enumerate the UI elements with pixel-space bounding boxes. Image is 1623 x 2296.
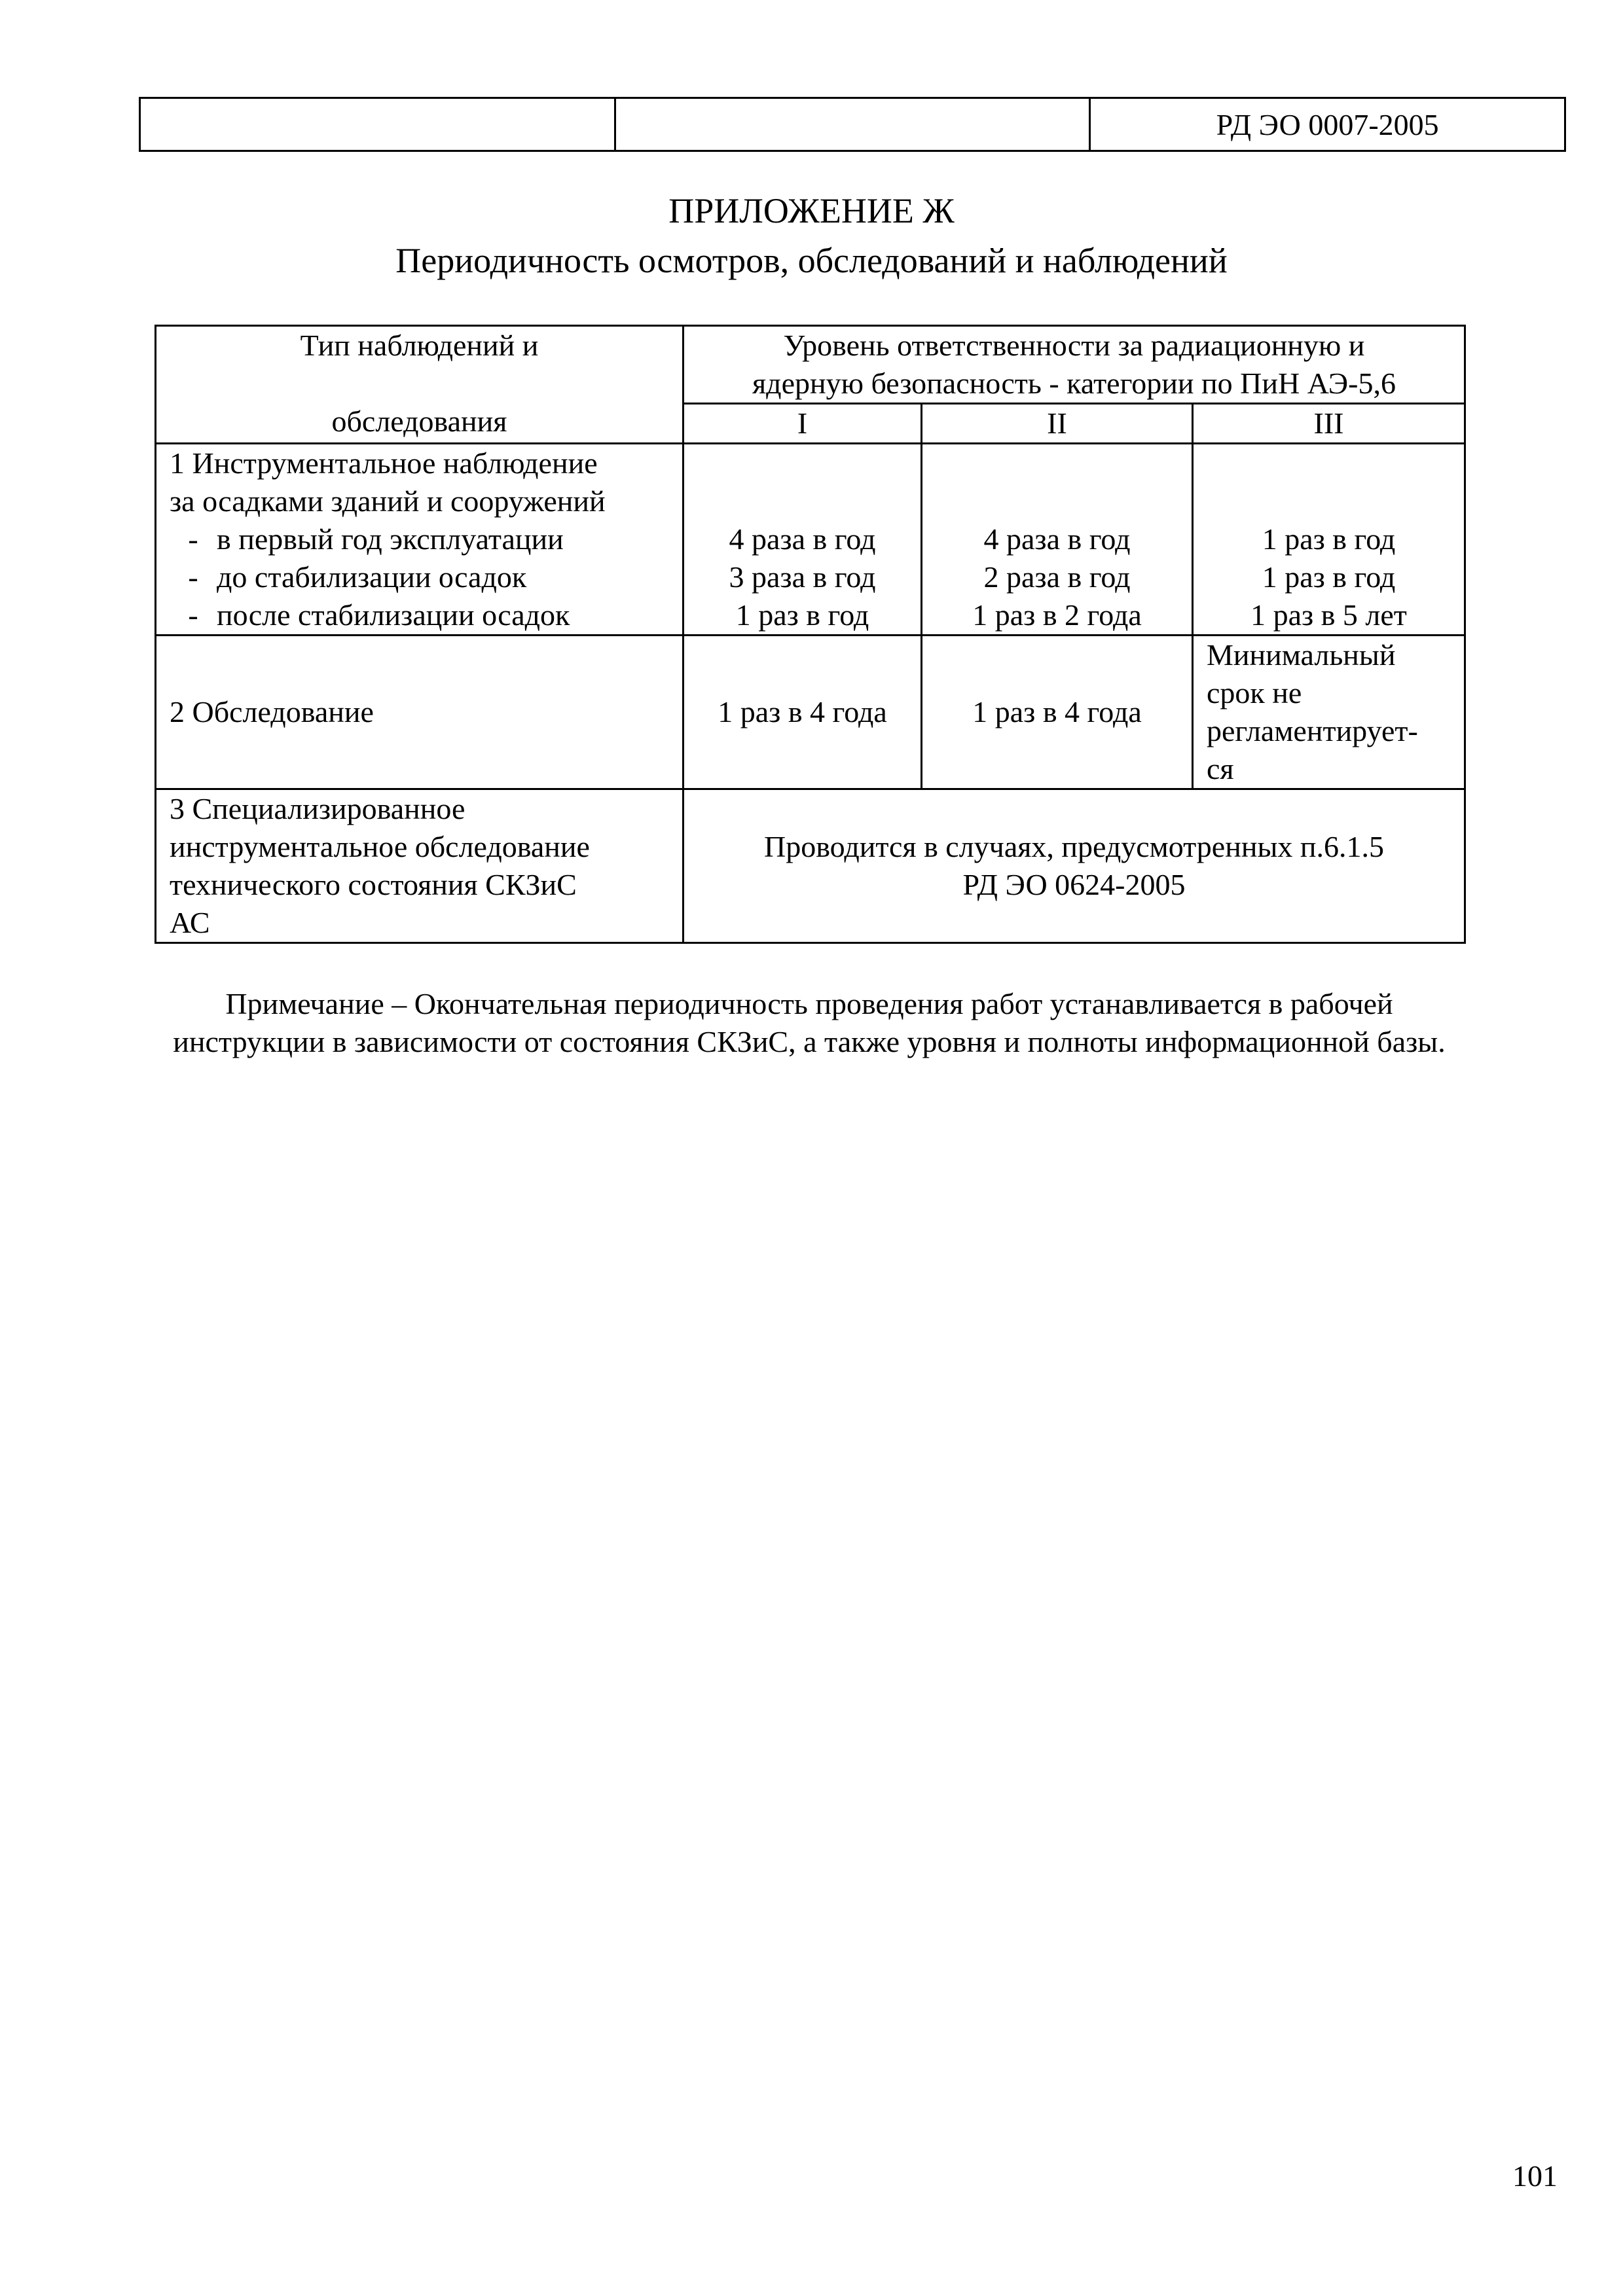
table-row (156, 444, 1465, 636)
row2-cat2-cell: 1 раз в 4 года (922, 636, 1193, 789)
row1-cat3-value3: 1 раз в 5 лет (1250, 598, 1407, 632)
row1-title-line2: за осадками зданий и сооружений (170, 484, 606, 518)
bullet-dash: - (188, 522, 198, 556)
row1-type-cell (156, 444, 684, 636)
table-header-row (156, 326, 1465, 404)
header-level-line1: Уровень ответственности за радиационную и (783, 329, 1365, 362)
row2-cat3-line3: регламентирует- (1207, 714, 1418, 747)
category-3: III (1193, 404, 1465, 444)
header-type-line2: обследования (331, 404, 507, 438)
table-row (156, 636, 1465, 789)
row1-cat3-value2: 1 раз в год (1262, 560, 1396, 594)
row2-cat3-line4: ся (1207, 752, 1234, 785)
row3-title-line4: АС (170, 906, 210, 939)
category-2: II (922, 404, 1193, 444)
row1-cat1-cell (684, 444, 922, 636)
appendix-subtitle: Периодичность осмотров, обследований и наблюдений (395, 241, 1228, 280)
row2-cat1-cell: 1 раз в 4 года (684, 636, 922, 789)
row1-cat2-value2: 2 раза в год (983, 560, 1131, 594)
row1-item-2: до стабилизации осадок (217, 560, 527, 594)
note-line1: Примечание – Окончательная периодичность проведения работ устанавливается в рабочей (225, 987, 1393, 1020)
row1-cat3-value1: 1 раз в год (1262, 522, 1396, 556)
bullet-dash: - (188, 560, 198, 594)
row2-type-cell: 2 Обследование (156, 636, 684, 789)
header-cell-empty-1 (140, 98, 615, 151)
row3-title-line1: 3 Специализированное (170, 792, 465, 825)
row3-value-line2: РД ЭО 0624-2005 (962, 868, 1186, 901)
header-type-cell (156, 326, 684, 444)
list-item (170, 596, 669, 634)
row1-item-3: после стабилизации осадок (217, 598, 570, 632)
bullet-dash: - (188, 598, 198, 632)
row1-cat2-value3: 1 раз в 2 года (972, 598, 1142, 632)
row3-value-line1: Проводится в случаях, предусмотренных п.6.1.5 (764, 830, 1384, 863)
header-level-cell (684, 326, 1465, 404)
header-type-line1: Тип наблюдений и (300, 329, 539, 362)
note-line2: инструкции в зависимости от состояния СКЗиС, а также уровня и полноты информационной базы. (173, 1025, 1446, 1058)
row1-cat3-cell (1193, 444, 1465, 636)
row2-cat3-line2: срок не (1207, 676, 1302, 709)
table-row (156, 789, 1465, 943)
document-code: РД ЭО 0007-2005 (1090, 98, 1565, 151)
list-item (170, 520, 669, 558)
row3-type-cell (156, 789, 684, 943)
note (155, 985, 1464, 1061)
list-item (170, 558, 669, 596)
row1-title-line1: 1 Инструментальное наблюдение (170, 446, 598, 480)
appendix-title: ПРИЛОЖЕНИЕ Ж (668, 191, 955, 230)
header-level-line2: ядерную безопасность - категории по ПиН АЭ-5,6 (752, 367, 1396, 400)
header-cell-empty-2 (615, 98, 1090, 151)
row3-title-line3: технического состояния СКЗиС (170, 868, 577, 901)
header-stamp-table (139, 97, 1566, 152)
row1-cat2-value1: 4 раза в год (983, 522, 1131, 556)
category-1: I (684, 404, 922, 444)
row2-cat3-line1: Минимальный (1207, 638, 1396, 672)
page-number: 101 (1512, 2159, 1558, 2193)
row3-title-line2: инструментальное обследование (170, 830, 590, 863)
row1-item-1: в первый год эксплуатации (217, 522, 564, 556)
row3-value-cell (684, 789, 1465, 943)
row1-cat1-value3: 1 раз в год (735, 598, 869, 632)
row1-cat1-value2: 3 раза в год (729, 560, 876, 594)
row1-cat2-cell (922, 444, 1193, 636)
periodicity-table (155, 325, 1466, 944)
row1-cat1-value1: 4 раза в год (729, 522, 876, 556)
row2-cat3-cell (1193, 636, 1465, 789)
